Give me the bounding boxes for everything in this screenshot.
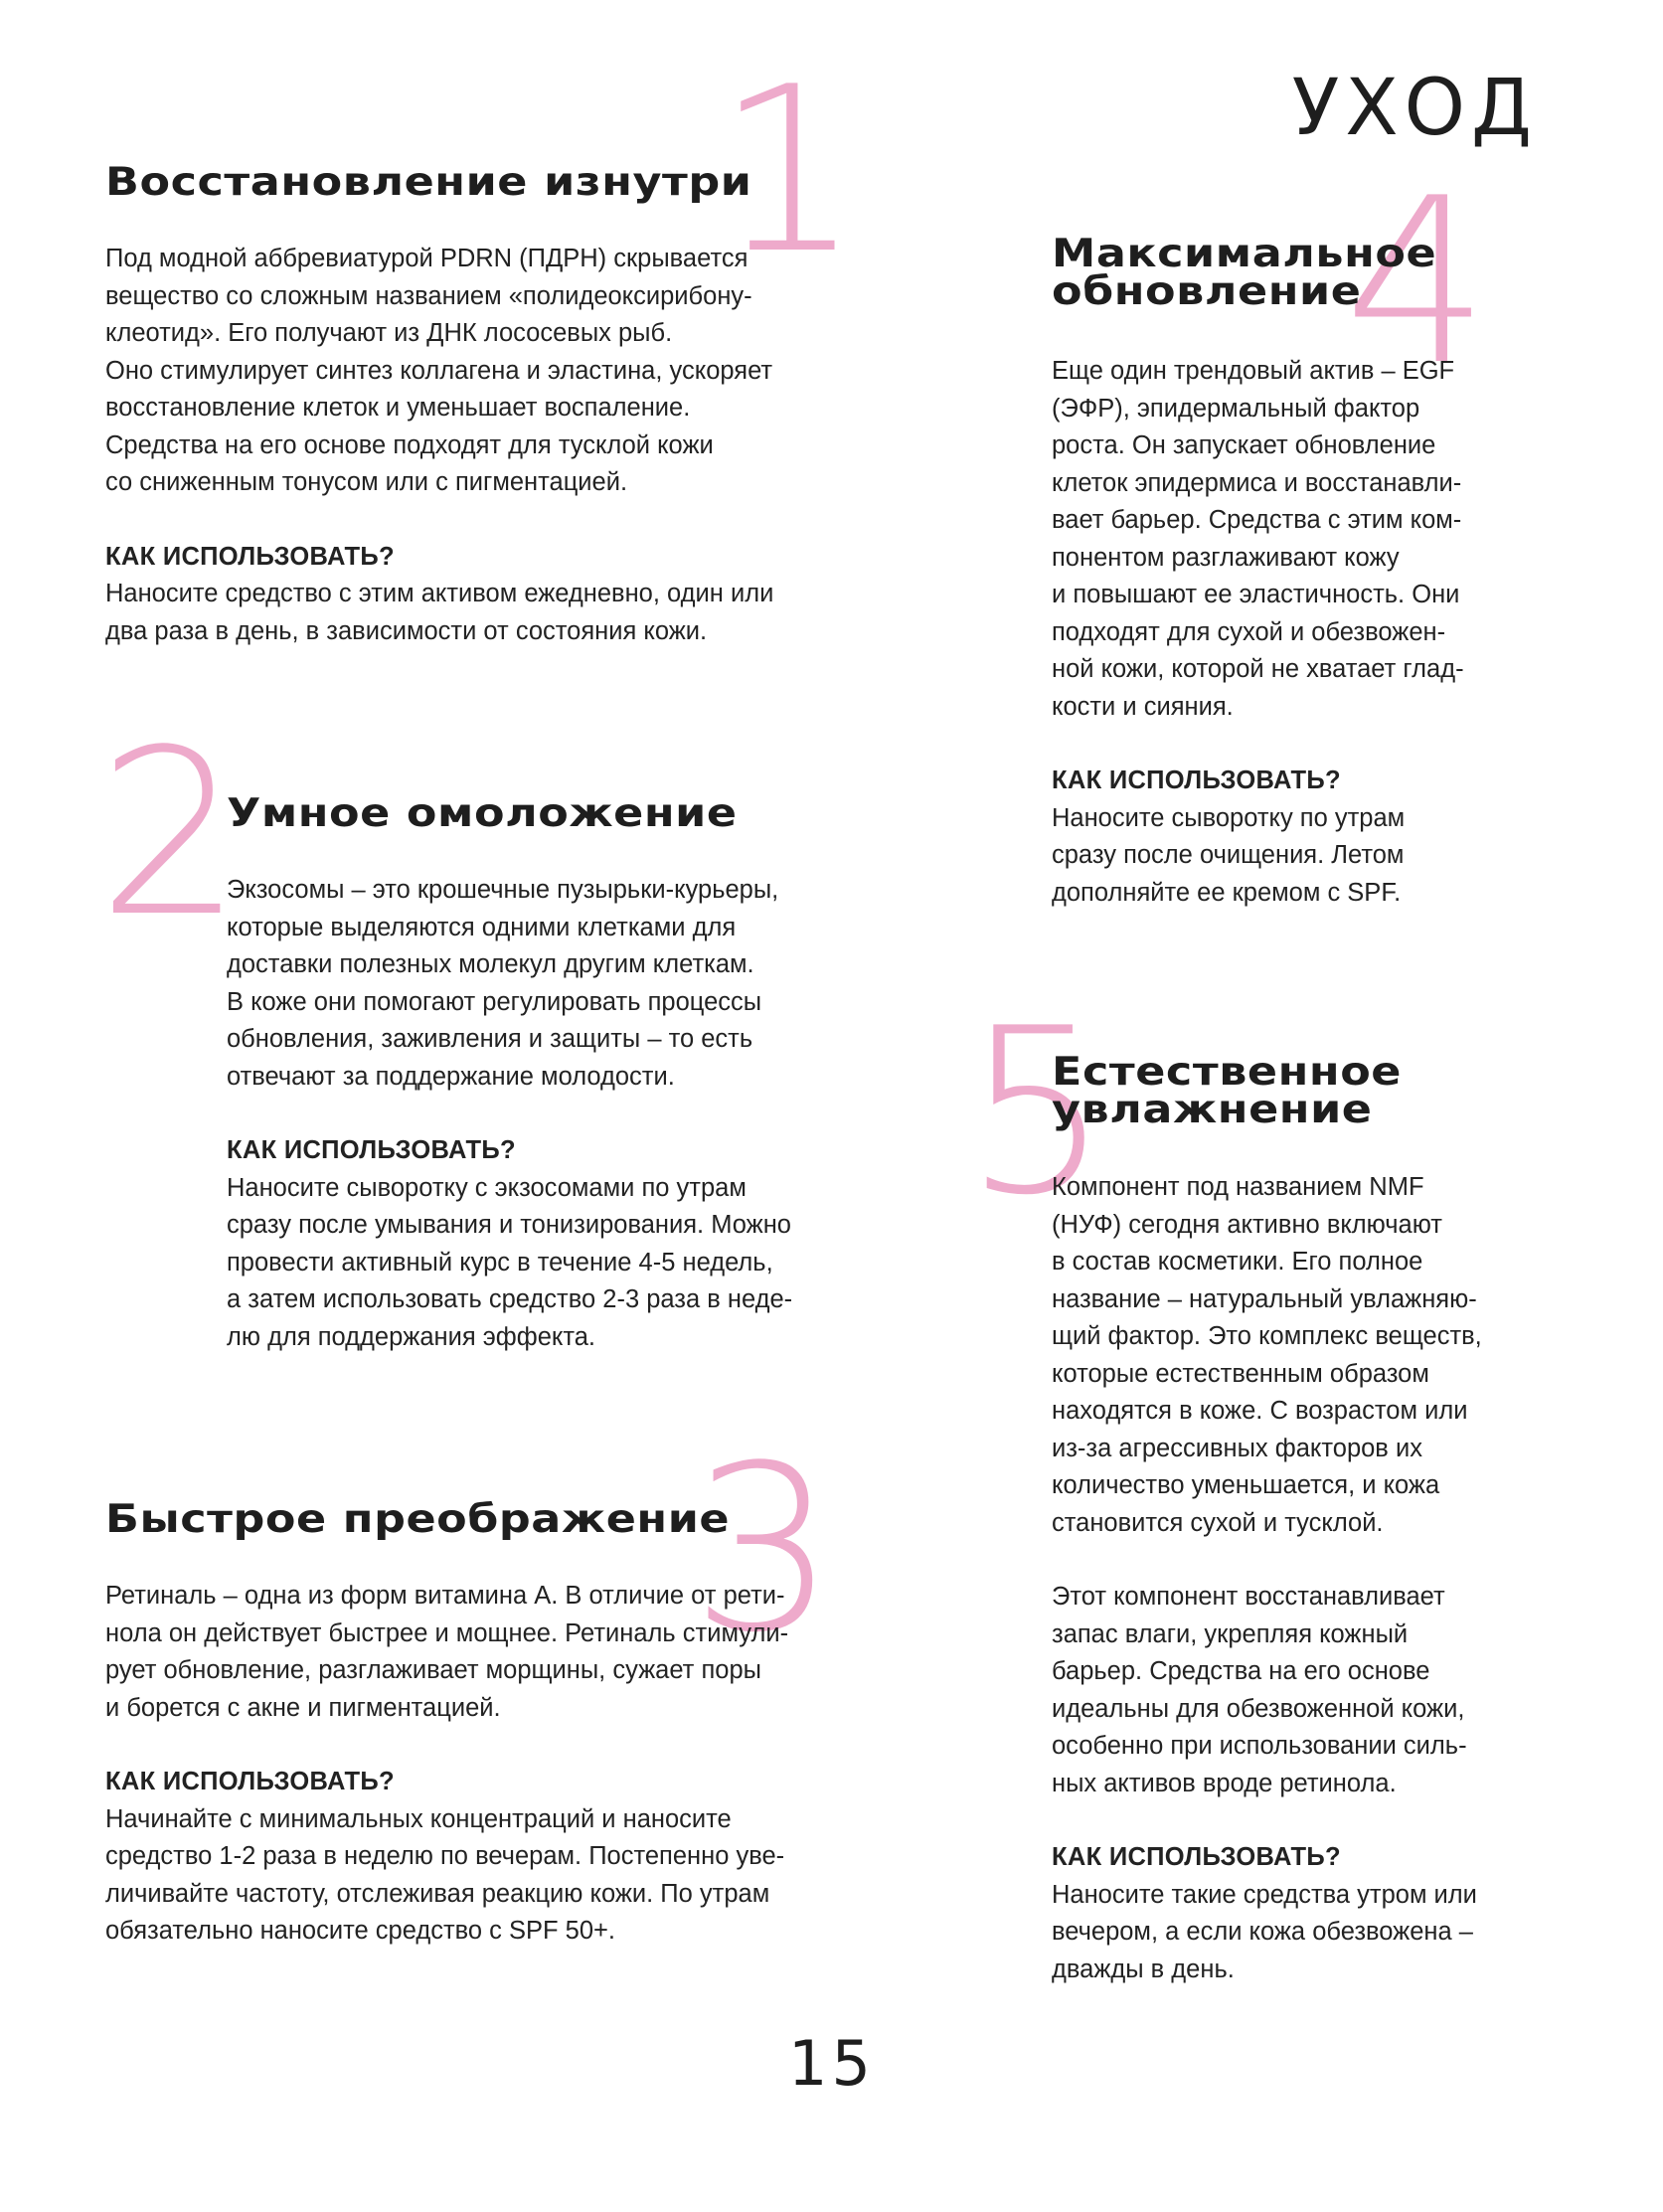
section-title-line: Быстрое преображение [105, 1497, 731, 1542]
big-number-2: 2 [97, 702, 240, 967]
body-line: обновления, заживления и защиты – то есть [227, 1025, 753, 1053]
body-line: восстановление клеток и уменьшает воспаление. [105, 394, 691, 422]
section-header: УХОД [1291, 64, 1538, 153]
body-line: количество уменьшается, и кожа [1052, 1471, 1440, 1499]
body-line: нола он действует быстрее и мощнее. Ретиналь стимули- [105, 1618, 789, 1647]
body-line: Ретиналь – одна из форм витамина А. В отличие от рети- [105, 1582, 785, 1610]
section-title-line: Умное омоложение [227, 791, 738, 836]
section-body-5 [1052, 1169, 1482, 1988]
body-line: со сниженным тонусом или с пигментацией. [105, 468, 628, 496]
how-to-use-line: дважды в день. [1052, 1955, 1235, 1983]
big-number-1: 1 [716, 39, 858, 304]
body-line: становится сухой и тусклой. [1052, 1508, 1384, 1537]
body-line: запас влаги, укрепляя кожный [1052, 1619, 1409, 1648]
body-line: доставки полезных молекул другим клеткам. [227, 950, 754, 978]
body-line: которые естественным образом [1052, 1359, 1429, 1388]
body-line: и борется с акне и пигментацией. [105, 1693, 501, 1722]
body-line: клеотид». Его получают из ДНК лососевых рыб. [105, 319, 673, 347]
body-line: Средства на его основе подходят для тусклой кожи [105, 430, 714, 459]
body-line: (ЭФР), эпидермальный фактор [1052, 394, 1420, 423]
body-line: щий фактор. Это комплекс веществ, [1052, 1322, 1482, 1350]
how-to-use-label: КАК ИСПОЛЬЗОВАТЬ? [105, 1768, 395, 1795]
body-line: рует обновление, разглаживает морщины, сужает поры [105, 1656, 761, 1684]
body-line: Экзосомы – это крошечные пузырьки-курьеры, [227, 876, 779, 904]
section-title-line: увлажнение [1052, 1088, 1373, 1132]
how-to-use-line: личивайте частоту, отслеживая реакцию кожи. По утрам [105, 1879, 770, 1908]
section-body-2 [227, 872, 792, 1356]
body-line: вает барьер. Средства с этим ком- [1052, 506, 1462, 534]
how-to-use-line: Начинайте с минимальных концентраций и наносите [105, 1804, 732, 1833]
how-to-use-label: КАК ИСПОЛЬЗОВАТЬ? [1052, 766, 1341, 794]
body-line: и повышают ее эластичность. Они [1052, 581, 1460, 608]
body-line: Еще один трендовый актив – EGF [1052, 357, 1455, 385]
section-body-4 [1052, 353, 1464, 912]
how-to-use-line: сразу после очищения. Летом [1052, 841, 1405, 869]
body-line: кости и сияния. [1052, 692, 1234, 721]
section-title-line: Максимальное [1052, 232, 1437, 276]
section-title-4 [1052, 232, 1437, 314]
body-line: роста. Он запускает обновление [1052, 431, 1436, 459]
body-line: барьер. Средства на его основе [1052, 1657, 1430, 1685]
how-to-use-line: провести активный курс в течение 4-5 недель, [227, 1248, 773, 1276]
how-to-use-line: Наносите такие средства утром или [1052, 1880, 1477, 1909]
how-to-use-line: вечером, а если кожа обезвожена – [1052, 1918, 1473, 1946]
body-line: из-за агрессивных факторов их [1052, 1434, 1422, 1462]
big-number-4: 4 [1344, 150, 1486, 416]
how-to-use-label: КАК ИСПОЛЬЗОВАТЬ? [1052, 1843, 1341, 1871]
section-title-3 [105, 1497, 731, 1542]
body-line: ных активов вроде ретинола. [1052, 1769, 1397, 1797]
section-body-3 [105, 1578, 788, 1951]
body-line: которые выделяются одними клетками для [227, 913, 737, 941]
how-to-use-line: Наносите сыворотку по утрам [1052, 803, 1406, 832]
how-to-use-line: лю для поддержания эффекта. [227, 1322, 596, 1351]
big-number-5: 5 [964, 980, 1106, 1246]
body-line: Этот компонент восстанавливает [1052, 1583, 1445, 1611]
section-body-1 [105, 241, 773, 650]
body-line: понентом разглаживают кожу [1052, 543, 1400, 572]
section-title-2 [227, 791, 738, 836]
body-line: подходят для сухой и обезвожен- [1052, 617, 1446, 646]
how-to-use-line: Наносите сыворотку с экзосомами по утрам [227, 1173, 747, 1202]
page-number: 15 [788, 2027, 875, 2100]
body-line: вещество со сложным названием «полидеоксирибону- [105, 281, 752, 310]
how-to-use-line: Наносите средство с этим активом ежедневно, один или [105, 580, 774, 607]
body-line: находятся в коже. С возрастом или [1052, 1397, 1468, 1425]
body-line: особенно при использовании силь- [1052, 1732, 1467, 1760]
how-to-use-line: средство 1-2 раза в неделю по вечерам. Постепенно уве- [105, 1842, 785, 1870]
section-title-line: Естественное [1052, 1050, 1403, 1095]
body-line: клеток эпидермиса и восстанавли- [1052, 468, 1462, 497]
body-line: идеальны для обезвоженной кожи, [1052, 1694, 1465, 1723]
body-line: (НУФ) сегодня активно включают [1052, 1210, 1442, 1239]
how-to-use-line: дополняйте ее кремом с SPF. [1052, 878, 1402, 907]
body-line: название – натуральный увлажняю- [1052, 1284, 1477, 1313]
big-number-3: 3 [691, 1418, 833, 1683]
how-to-use-line: два раза в день, в зависимости от состояния кожи. [105, 616, 708, 645]
how-to-use-line: обязательно наносите средство с SPF 50+. [105, 1917, 616, 1945]
section-title-1 [105, 160, 752, 205]
body-line: Компонент под названием NMF [1052, 1173, 1424, 1201]
how-to-use-line: а затем использовать средство 2-3 раза в неде- [227, 1285, 793, 1313]
body-line: ной кожи, которой не хватает глад- [1052, 655, 1464, 683]
how-to-use-label: КАК ИСПОЛЬЗОВАТЬ? [227, 1136, 516, 1164]
section-title-5 [1052, 1050, 1403, 1132]
body-line: Оно стимулирует синтез коллагена и эластина, ускоряет [105, 356, 773, 385]
how-to-use-label: КАК ИСПОЛЬЗОВАТЬ? [105, 542, 395, 571]
body-line: Под модной аббревиатурой PDRN (ПДРН) скрывается [105, 245, 748, 272]
body-line: отвечают за поддержание молодости. [227, 1062, 675, 1091]
section-title-line: обновление [1052, 269, 1362, 314]
body-line: В коже они помогают регулировать процессы [227, 987, 762, 1016]
section-title-line: Восстановление изнутри [105, 160, 752, 205]
body-line: в состав косметики. Его полное [1052, 1248, 1423, 1276]
how-to-use-line: сразу после умывания и тонизирования. Можно [227, 1211, 791, 1239]
